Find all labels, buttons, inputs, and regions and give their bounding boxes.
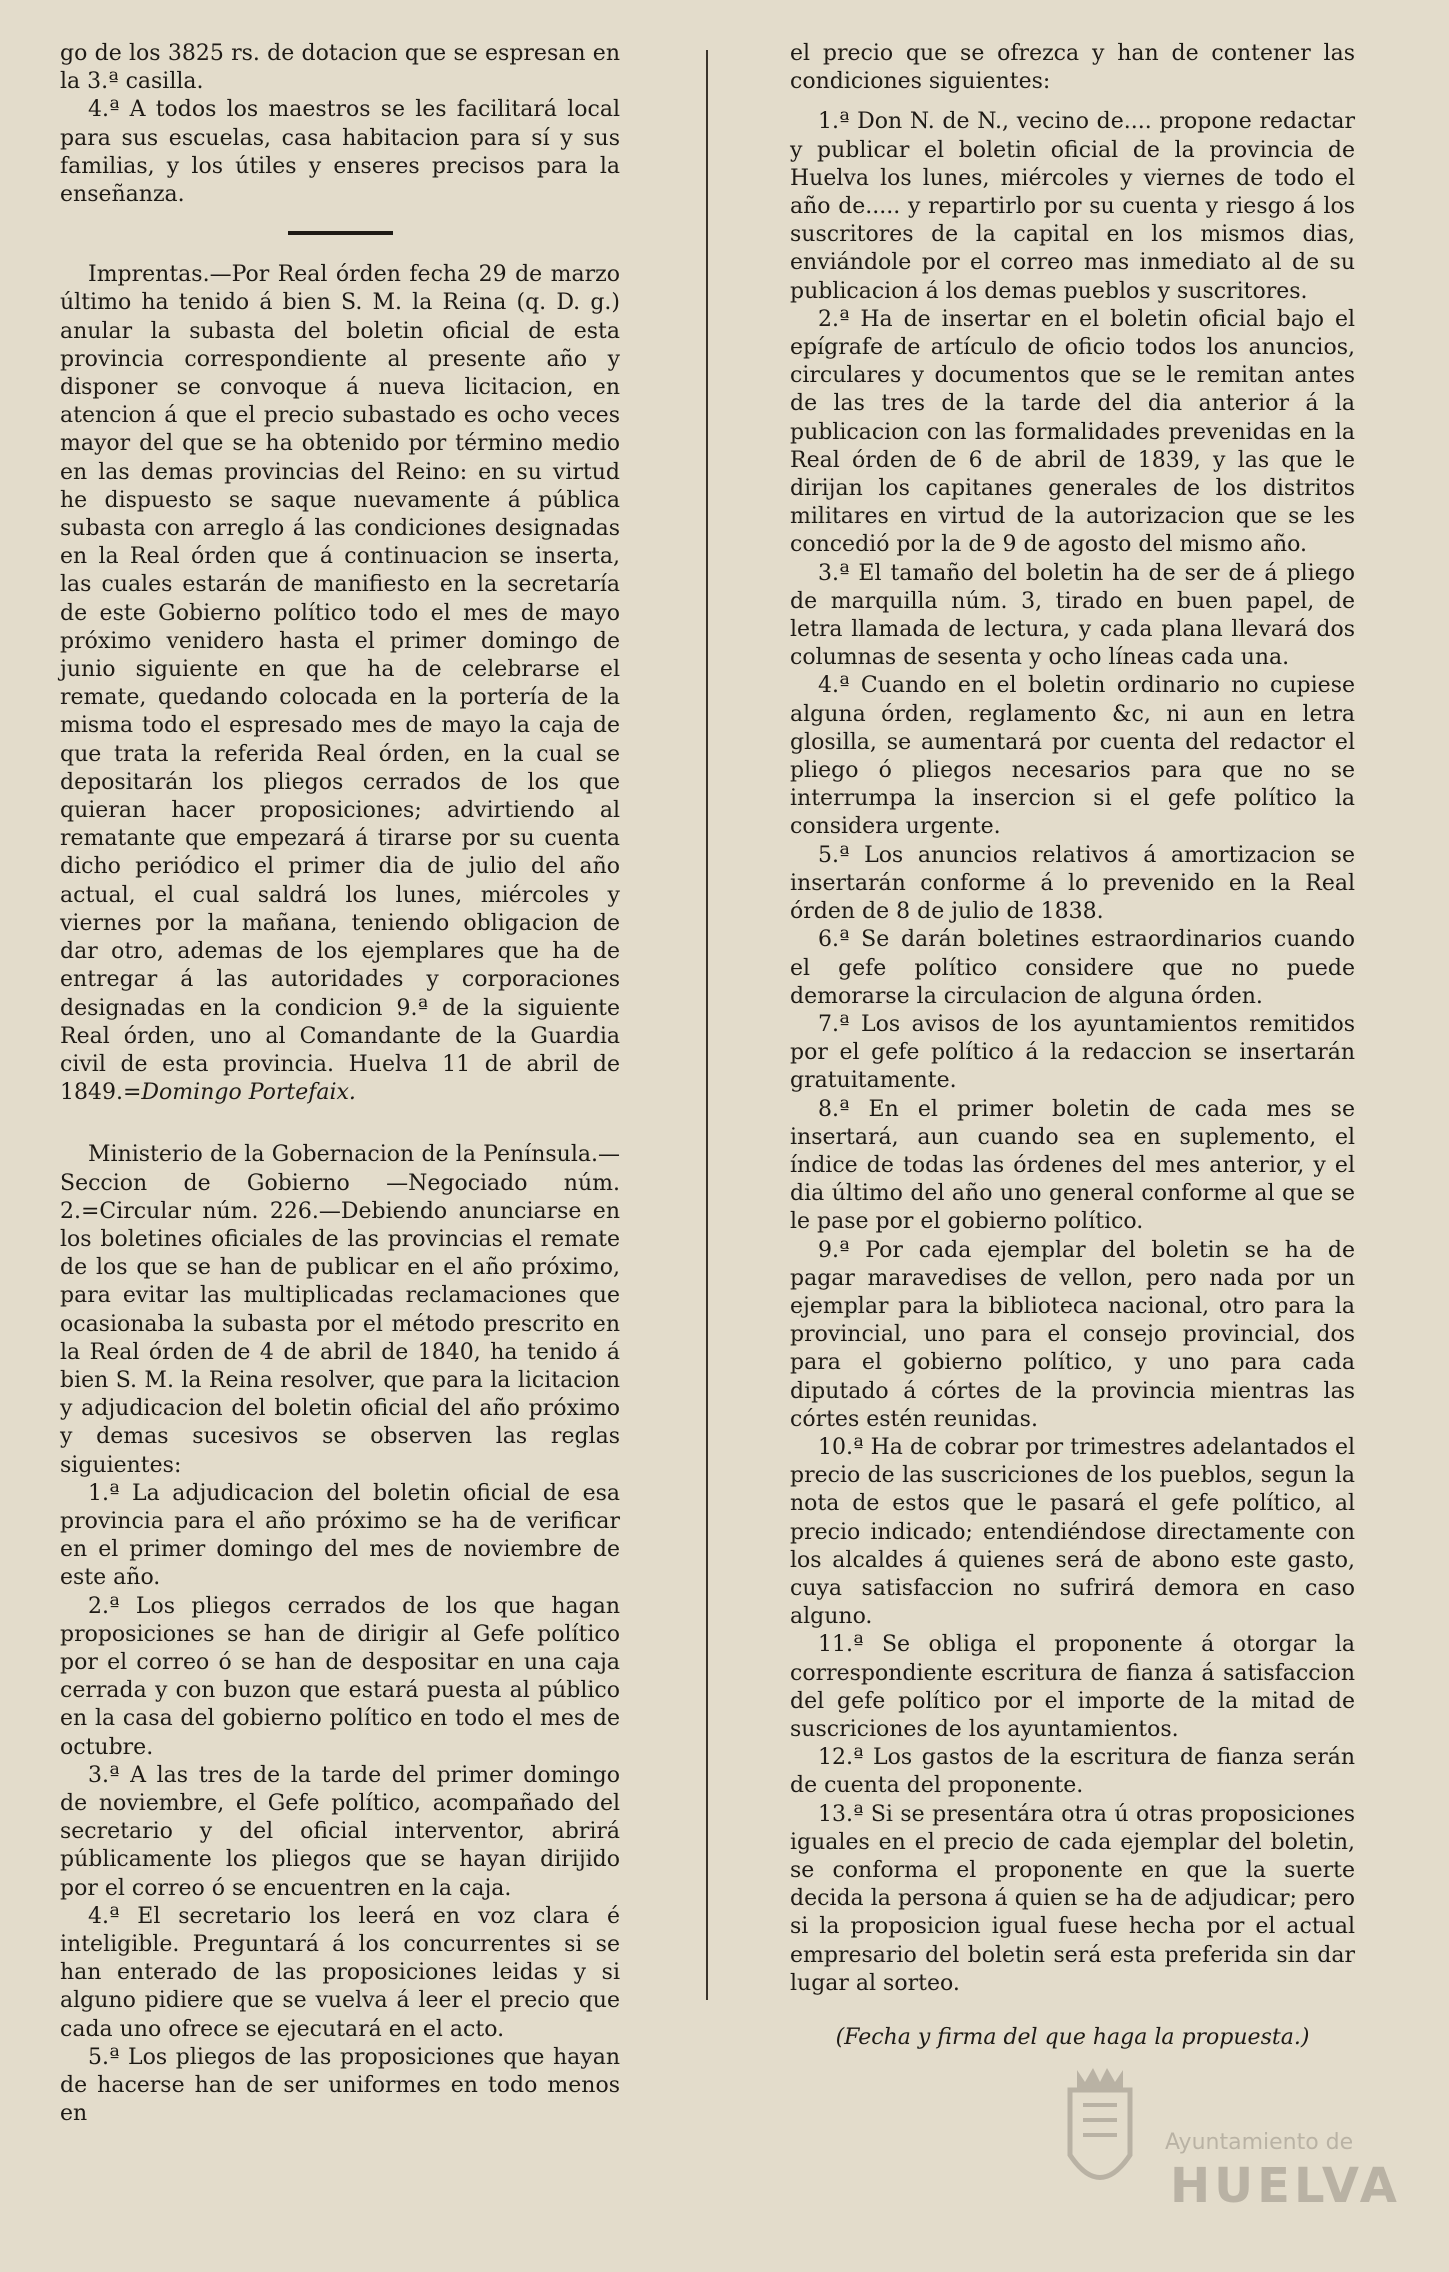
condition-11: 11.ª Se obliga el proponente á otorgar la correspondiente escritura de fianza á satisfaccion del gefe político por el importe de la mitad de suscriciones de los ayuntamientos. bbox=[790, 1632, 1355, 1742]
watermark-text: Ayuntamiento de bbox=[1165, 2130, 1354, 2155]
condition-8: 8.ª En el primer boletin de cada mes se insertará, aun cuando sea en suplemento, el índice de todas las órdenes del mes anterior, y el dia último del año uno general conforme al que se le pase por el gobierno político. bbox=[790, 1096, 1355, 1235]
section-ornament bbox=[288, 231, 393, 235]
paragraph: 4.ª A todos los maestros se les facilitará local para sus escuelas, casa habitacion para sí y sus familias, y los útiles y enseres precisos para la enseñanza. bbox=[60, 97, 620, 208]
paragraph: go de los 3825 rs. de dotacion que se espresan en la 3.ª casilla. bbox=[60, 41, 620, 95]
condition-5: 5.ª Los anuncios relativos á amortizacion se insertarán conforme á lo prevenido en la Real órden de 8 de julio de 1838. bbox=[790, 842, 1355, 925]
condition-10: 10.ª Ha de cobrar por trimestres adelantados el precio de las suscriciones de los pueblos, segun la nota de estos que le pasará el gefe político, al precio indicado; entendiéndose directamente con los alcaldes á quienes será de abono este gasto, cuya satisfaccion no sufrirá demora en caso alguno. bbox=[790, 1434, 1355, 1630]
condition-9: 9.ª Por cada ejemplar del boletin se ha de pagar maravedises de vellon, pero nada por un ejemplar para la biblioteca nacional, otro para la provincial, uno para el consejo provincial, dos para el gobierno político, y uno para cada diputado á córtes de la provincia mientras las córtes estén reunidas. bbox=[790, 1237, 1355, 1432]
rule-5: 5.ª Los pliegos de las proposiciones que hayan de hacerse han de ser uniformes en todo menos en bbox=[60, 2044, 620, 2127]
condition-2: 2.ª Ha de insertar en el boletin oficial bajo el epígrafe de artículo de oficio todos los anuncios, circulares y documentos que se le remitan antes de las tres de la tarde del dia anterior á la publicacion con las formalidades prevenidas en la Real órden de 6 de abril de 1839, y las que le dirijan los capitanes generales de los distritos militares en virtud de la autorizacion que se les concedió por la de 9 de agosto del mismo año. bbox=[790, 306, 1355, 558]
condition-13: 13.ª Si se presentára otra ú otras proposiciones iguales en el precio de cada ejemplar del boletin, se conforma el proponente en que la suerte decida la persona á quien se ha de adjudicar; pero si la proposicion igual fuese hecha por el actual empresario del boletin será esta preferida sin dar lugar al sorteo. bbox=[790, 1801, 1355, 1996]
rule-1: 1.ª La adjudicacion del boletin oficial de esa provincia para el año próximo se ha de verificar en el primer domingo del mes de noviembre de este año. bbox=[60, 1480, 620, 1591]
watermark-title: HUELVA bbox=[1170, 2158, 1401, 2214]
condition-1: 1.ª Don N. de N., vecino de.... propone redactar y publicar el boletin oficial de la provincia de Huelva los lunes, miércoles y viernes de todo el año de..... y repartirlo por su cuenta y riesgo á los suscritores de la capital en los mismos dias, enviándole por el correo mas inmediato al de su publicacion á los demas pueblos y suscritores. bbox=[790, 109, 1355, 304]
condition-4: 4.ª Cuando en el boletin ordinario no cupiese alguna órden, reglamento &c, ni aun en letra glosilla, se aumentará por cuenta del redactor el pliego ó pliegos necesarios para que no se interrumpa la insercion si el gefe político la considera urgente. bbox=[790, 673, 1355, 840]
paragraph-ministerio: Ministerio de la Gobernacion de la Península.—Seccion de Gobierno —Negociado núm. 2.=Circular núm. 226.—Debiendo anunciarse en los boletines oficiales de las provincias el remate de los que se han de publicar en el año próximo, para evitar las multiplicadas reclamaciones que ocasionaba la subasta por el método prescrito en la Real órden de 4 de abril de 1840, ha tenido á bien S. M. la Reina resolver, que para la licitacion y adjudicacion del boletin oficial del año próximo y demas sucesivos se observen las reglas siguientes: bbox=[60, 1142, 620, 1478]
condition-3: 3.ª El tamaño del boletin ha de ser de á pliego de marquilla núm. 3, tirado en buen papel, de letra llamada de lectura, y cada plana llevará dos columnas de sesenta y ocho líneas cada una. bbox=[790, 560, 1355, 671]
rule-3: 3.ª A las tres de la tarde del primer domingo de noviembre, el Gefe político, acompañado del secretario y del oficial interventor, abrirá públicamente los pliegos que se hayan dirijido por el correo ó se encuentren en la caja. bbox=[60, 1762, 620, 1901]
paragraph: el precio que se ofrezca y han de contener las condiciones siguientes: bbox=[790, 41, 1355, 95]
rule-2: 2.ª Los pliegos cerrados de los que hagan proposiciones se han de dirigir al Gefe político por el correo ó se han de despositar en una caja cerrada y con buzon que estará puesta al público en la casa del gobierno político en todo el mes de octubre. bbox=[60, 1593, 620, 1760]
right-column bbox=[790, 40, 1355, 2052]
paragraph-imprentas: Imprentas.—Por Real órden fecha 29 de marzo último ha tenido á bien S. M. la Reina (q. D. g.) anular la subasta del boletin oficial de esta provincia correspondiente al presente año y disponer se convoque á nueva licitacion, en atencion á que el precio subastado es ocho veces mayor del que se ha obtenido por término medio en las demas provincias del Reino: en su virtud he dispuesto se saque nuevamente á pública subasta con arreglo á las condiciones designadas en la Real órden que á continuacion se inserta, las cuales estarán de manifiesto en la secretaría de este Gobierno político todo el mes de mayo próximo venidero hasta el primer domingo de junio siguiente en que ha de celebrarse el remate, quedando colocada en la portería de la misma todo el espresado mes de mayo la caja de que trata la referida Real órden, en la cual se depositarán los pliegos cerrados de los que quieran hacer proposiciones; advirtiendo al rematante que empezará á tirarse por su cuenta dicho periódico el primer dia de julio del año actual, el cual saldrá los lunes, miércoles y viernes por la mañana, teniendo obligacion de dar otro, ademas de los ejemplares que ha de entregar á las autoridades y corporaciones designadas en la condicion 9.ª de la siguiente Real órden, uno al Comandante de la Guardia civil de esta provincia. Huelva 11 de abril de 1849.=Domingo Portefaix. bbox=[60, 262, 620, 1106]
condition-12: 12.ª Los gastos de la escritura de fianza serán de cuenta del proponente. bbox=[790, 1745, 1355, 1799]
watermark-logo bbox=[1055, 2060, 1401, 2220]
rule-4: 4.ª El secretario los leerá en voz clara é inteligible. Preguntará á los concurrentes si se han enterado de las proposiciones leidas y si alguno pidiere que se vuelva á leer el precio que cada uno ofrece se ejecutará en el acto. bbox=[60, 1903, 620, 2042]
closing-note: (Fecha y firma del que haga la propuesta.) bbox=[835, 2025, 1310, 2051]
condition-6: 6.ª Se darán boletines estraordinarios cuando el gefe político considere que no puede demorarse la circulacion de alguna órden. bbox=[790, 927, 1355, 1009]
left-column bbox=[60, 40, 620, 2128]
condition-7: 7.ª Los avisos de los ayuntamientos remitidos por el gefe político á la redaccion se insertarán gratuitamente. bbox=[790, 1011, 1355, 1094]
crest-icon bbox=[1055, 2060, 1145, 2210]
column-divider bbox=[706, 50, 708, 2000]
signature: Domingo Portefaix. bbox=[141, 1080, 356, 1106]
